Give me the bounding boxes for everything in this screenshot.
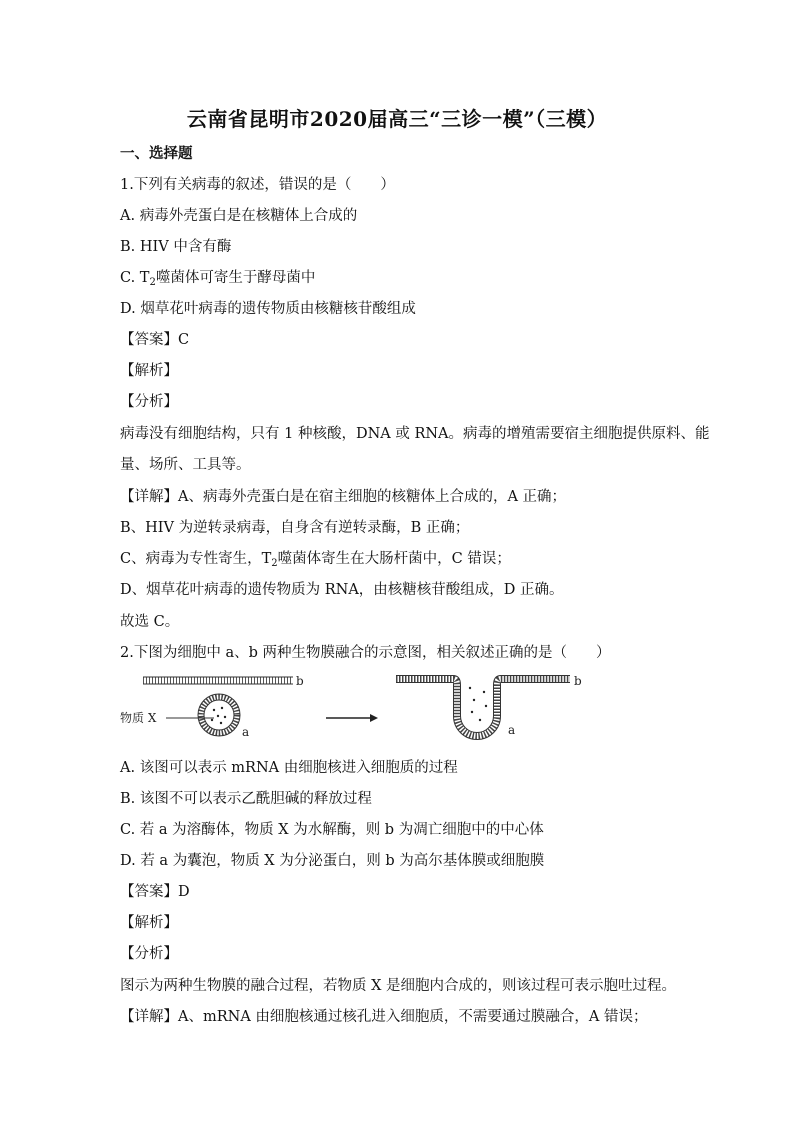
q2-option-c: C. 若 a 为溶酶体，物质 X 为水解酶，则 b 为凋亡细胞中的中心体 bbox=[120, 822, 544, 838]
q1-fenxi-heading: 【分析】 bbox=[120, 394, 178, 410]
q1-option-b: B. HIV 中含有酶 bbox=[120, 239, 232, 255]
q1-option-a: A. 病毒外壳蛋白是在核糖体上合成的 bbox=[120, 208, 358, 224]
q1-detail-c bbox=[120, 549, 511, 569]
q2-answer: 【答案】D bbox=[120, 884, 190, 900]
q2-analysis: 图示为两种生物膜的融合过程，若物质 X 是细胞内合成的，则该过程可表示胞吐过程。 bbox=[120, 978, 677, 994]
label-a-right: a bbox=[508, 723, 516, 737]
q1-detail-c-suffix: 噬菌体寄生在大肠杆菌中，C 错误； bbox=[277, 551, 511, 567]
arrow-icon bbox=[326, 714, 378, 722]
q1-answer: 【答案】C bbox=[120, 332, 190, 348]
q1-option-c-suffix: 噬菌体可寄生于酵母菌中 bbox=[155, 270, 316, 286]
q1-detail-d: D、烟草花叶病毒的遗传物质为 RNA，由核糖核苷酸组成，D 正确。 bbox=[120, 582, 564, 598]
q1-analysis-line2: 量、场所、工具等。 bbox=[120, 457, 251, 473]
q2-jiexi-heading: 【解析】 bbox=[120, 915, 178, 931]
q1-jiexi-heading: 【解析】 bbox=[120, 363, 178, 379]
q1-detail-a: 【详解】A、病毒外壳蛋白是在宿主细胞的核糖体上合成的，A 正确； bbox=[120, 489, 567, 505]
q1-option-c bbox=[120, 268, 315, 288]
q1-detail-c-prefix: C、病毒为专性寄生，T bbox=[120, 551, 272, 567]
q1-analysis-line1: 病毒没有细胞结构，只有 1 种核酸，DNA 或 RNA。病毒的增殖需要宿主细胞提供原料、能 bbox=[120, 426, 710, 442]
vesicle-a bbox=[198, 694, 240, 736]
q2-stem: 2.下图为细胞中 a、b 两种生物膜融合的示意图，相关叙述正确的是（ ） bbox=[120, 645, 611, 661]
q1-option-c-subscript: 2 bbox=[149, 277, 156, 288]
membrane-fusion-diagram bbox=[118, 670, 588, 750]
q2-option-a: A. 该图可以表示 mRNA 由细胞核进入细胞质的过程 bbox=[120, 760, 458, 776]
page-title: 云南省昆明市2020届高三“三诊一模”（三模） bbox=[186, 107, 608, 131]
q1-detail-c-subscript: 2 bbox=[271, 558, 278, 569]
q2-detail-a: 【详解】A、mRNA 由细胞核通过核孔进入细胞质，不需要通过膜融合，A 错误； bbox=[120, 1009, 648, 1025]
membrane-fusion-figure bbox=[118, 670, 588, 750]
q1-stem: 1.下列有关病毒的叙述，错误的是（ ） bbox=[120, 177, 395, 193]
section-heading: 一、选择题 bbox=[120, 145, 193, 162]
q2-option-d: D. 若 a 为囊泡，物质 X 为分泌蛋白，则 b 为高尔基体膜或细胞膜 bbox=[120, 853, 545, 869]
label-b-right: b bbox=[574, 674, 582, 688]
q1-option-d: D. 烟草花叶病毒的遗传物质由核糖核苷酸组成 bbox=[120, 301, 416, 317]
q2-fenxi-heading: 【分析】 bbox=[120, 946, 178, 962]
q1-conclusion: 故选 C。 bbox=[120, 614, 180, 630]
label-b-left: b bbox=[296, 674, 304, 688]
q1-option-c-prefix: C. T bbox=[120, 270, 150, 286]
q2-option-b: B. 该图不可以表示乙酰胆碱的释放过程 bbox=[120, 791, 372, 807]
label-substance-x: 物质 X bbox=[120, 711, 157, 725]
fused-membrane bbox=[396, 676, 570, 740]
q1-detail-b: B、HIV 为逆转录病毒，自身含有逆转录酶，B 正确； bbox=[120, 520, 470, 536]
membrane-b-left bbox=[143, 677, 293, 684]
label-a-left: a bbox=[242, 725, 250, 739]
